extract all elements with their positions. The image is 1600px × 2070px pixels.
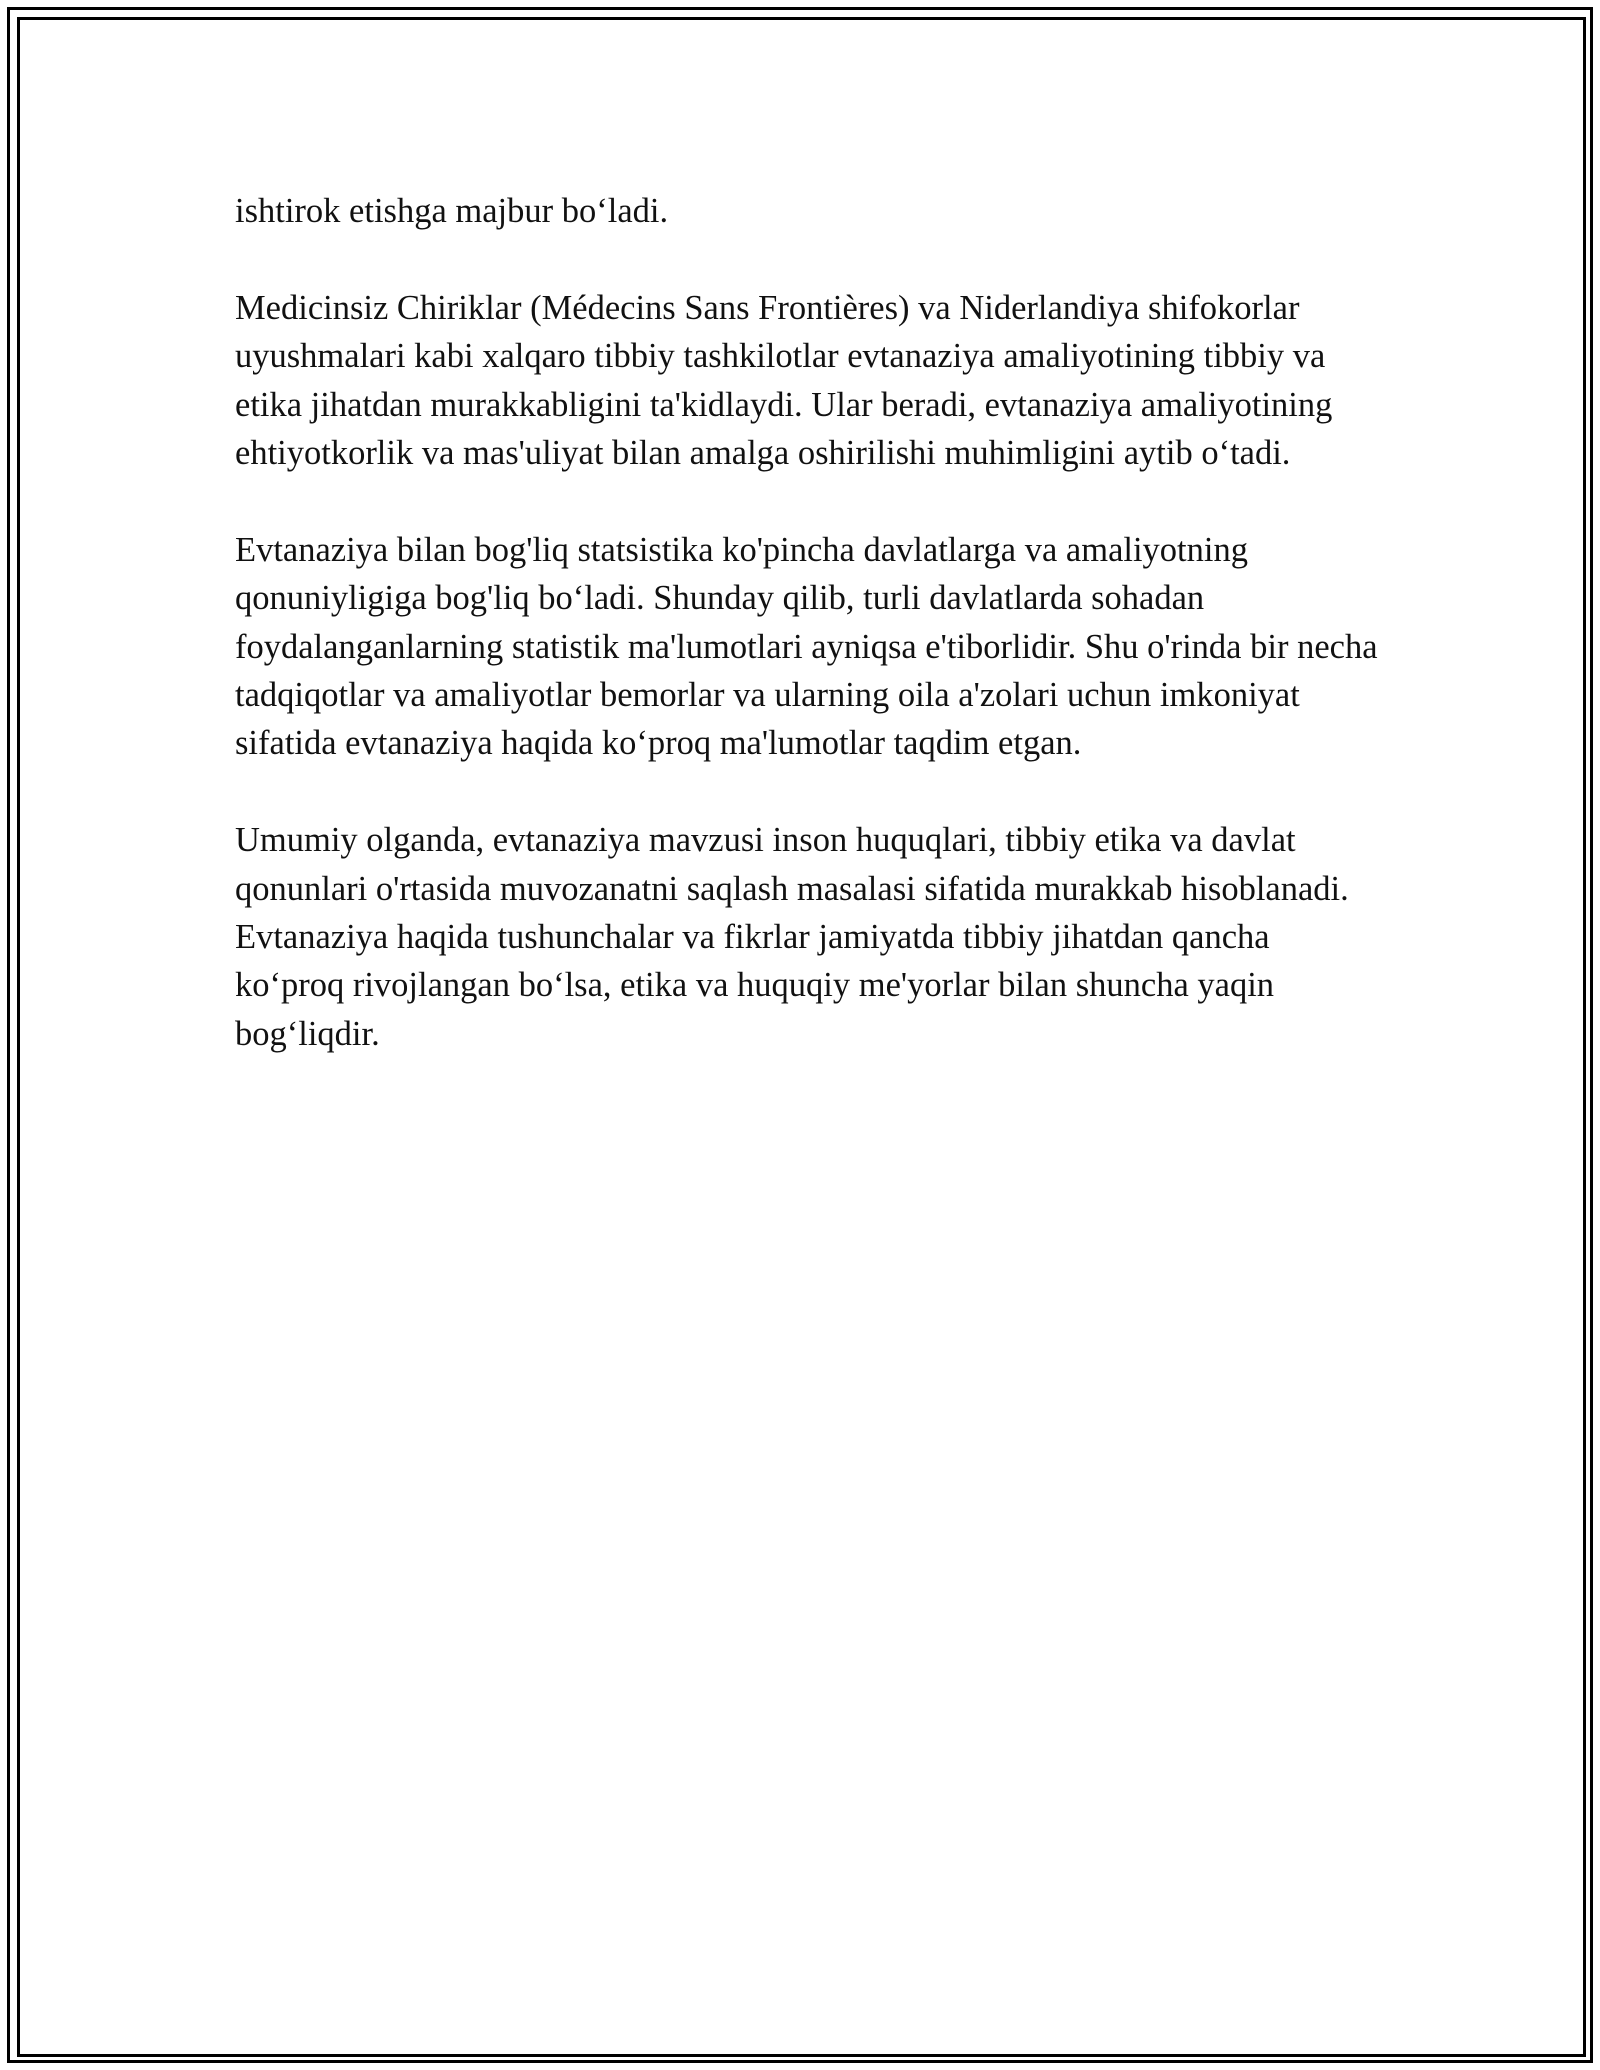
paragraph-1: ishtirok etishga majbur bo‘ladi.	[235, 192, 669, 230]
paragraph-4: Umumiy olganda, evtanaziya mavzusi inson huquqlari, tibbiy etika va davlat qonunlari o'rtasida muvozanatni saqlash masalasi sifatida murakkab hisoblanadi. Evtanaziya haqida tushunchalar va fikrlar jamiyatda tibbiy jihatdan qancha ko‘proq rivojlangan bo‘lsa, etika va huquqiy me'yorlar bilan shuncha yaqin bog‘liqdir.	[235, 821, 1349, 1053]
paragraph-3: Evtanaziya bilan bog'liq statsistika ko'pincha davlatlarga va amaliyotning qonuniyligiga bog'liq bo‘ladi. Shunday qilib, turli davlatlarda sohadan foydalanganlarning statistik ma'lumotlari ayniqsa e'tiborlidir. Shu o'rinda bir necha tadqiqotlar va amaliyotlar bemorlar va ularning oila a'zolari uchun imkoniyat sifatida evtanaziya haqida ko‘proq ma'lumotlar taqdim etgan.	[235, 530, 1378, 763]
paragraph-2: Medicinsiz Chiriklar (Médecins Sans Frontières) va Niderlandiya shifokorlar uyushmalari kabi xalqaro tibbiy tashkilotlar evtanaziya amaliyotining tibbiy va etika jihatdan murakkabligini ta'kidlaydi. Ular beradi, evtanaziya amaliyotining ehtiyotkorlik va mas'uliyat bilan amalga oshirilishi muhimligini aytib o‘tadi.	[235, 288, 1333, 473]
document-body	[235, 187, 1385, 1107]
